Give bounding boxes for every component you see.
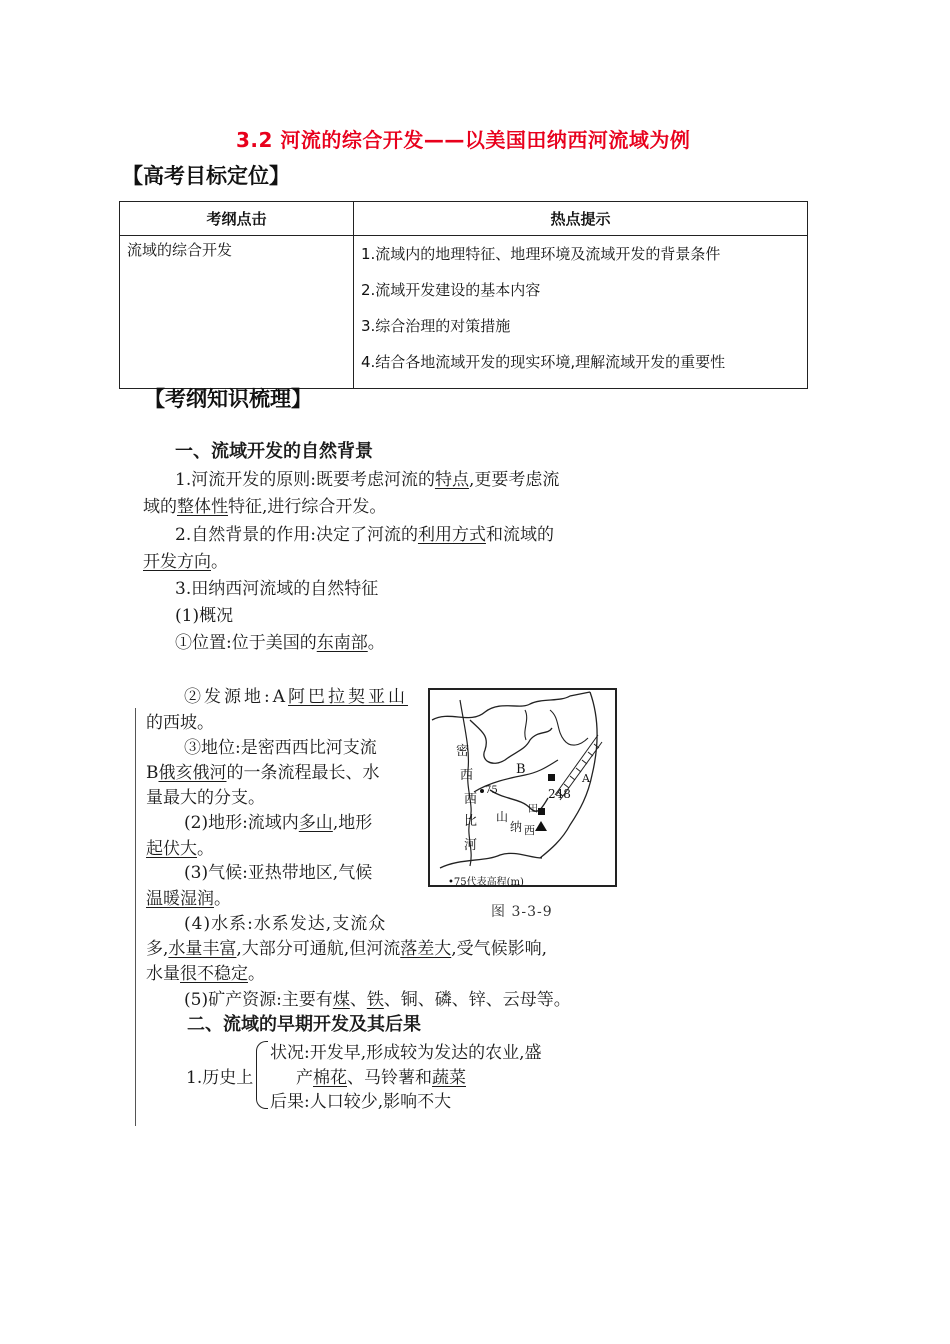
underlined-answer: 铁 <box>366 990 384 1010</box>
text-span: 域的 <box>143 497 177 517</box>
brace-bracket <box>256 1041 268 1109</box>
text-span: 。 <box>367 633 385 653</box>
column-header: 热点提示 <box>354 202 808 236</box>
margin-line <box>135 708 136 1126</box>
text-span: ,大部分可通航,但河流 <box>236 939 401 959</box>
text-span: 。 <box>214 889 231 909</box>
text-line: (3)气候:亚热带地区,气候 <box>184 863 373 883</box>
underlined-answer: 东南部 <box>316 633 368 653</box>
map-label-elevation: 75 <box>485 785 498 796</box>
text-span: 。 <box>248 964 265 984</box>
underlined-answer: 很不稳定 <box>180 964 248 984</box>
list-item: 1.流域内的地理特征、地理环境及流域开发的背景条件 <box>361 245 721 263</box>
map-legend: •75代表高程(m) <box>448 877 524 888</box>
text-line: 的西坡。 <box>146 713 214 733</box>
table-cell-hot-points <box>354 236 808 389</box>
text-line: 状况:开发早,形成较为发达的农业,盛 <box>270 1043 542 1063</box>
section-heading-knowledge: 【考纲知识梳理】 <box>144 387 312 411</box>
text-line <box>146 758 380 783</box>
map-label: 纳 <box>510 820 523 834</box>
table-header-row <box>120 202 808 236</box>
map-label: 西 <box>460 768 474 783</box>
underlined-answer: 特点 <box>434 470 469 490</box>
map-label-elevation: 248 <box>548 787 571 801</box>
text-span: ,受气候影响, <box>451 939 548 959</box>
text-line: (1)概况 <box>175 606 234 626</box>
goals-table <box>119 201 808 389</box>
tennessee-river-map <box>428 688 617 887</box>
history-label: 1.历史上 <box>186 1068 254 1088</box>
text-span: 水量 <box>146 964 180 984</box>
text-span: 2.自然背景的作用:决定了河流的 <box>175 525 418 545</box>
list-item: 2.流域开发建设的基本内容 <box>361 281 541 299</box>
text-line <box>146 959 265 984</box>
page-title: 3.2 河流的综合开发——以美国田纳西河流域为例 <box>236 128 691 152</box>
text-span: 的一条流程最长、水 <box>226 763 380 783</box>
text-span: 特征,进行综合开发。 <box>228 497 387 517</box>
map-label: 比 <box>464 814 478 829</box>
text-span: 1.河流开发的原则:既要考虑河流的 <box>175 470 435 490</box>
text-line <box>143 547 228 572</box>
text-line <box>296 1063 466 1088</box>
map-label-a: A <box>582 772 590 785</box>
underlined-answer: 落差大 <box>400 939 452 959</box>
map-label: 山 <box>496 810 509 824</box>
text-span: 、马铃薯和 <box>347 1068 432 1088</box>
text-line <box>175 465 559 490</box>
map-drawing <box>430 690 615 885</box>
underlined-answer: 利用方式 <box>417 525 486 545</box>
underlined-answer: 煤 <box>332 990 350 1010</box>
text-line <box>184 808 372 833</box>
text-span: (5)矿产资源:主要有 <box>184 990 333 1010</box>
underlined-answer: 开发方向 <box>143 552 211 572</box>
text-span: ,更要考虑流 <box>468 470 560 490</box>
text-line <box>146 834 214 859</box>
text-line <box>146 934 547 959</box>
underlined-answer: 整体性 <box>177 497 228 517</box>
underlined-answer: 起伏大 <box>146 839 197 859</box>
map-label: 田 <box>528 804 538 815</box>
text-line: 后果:人口较少,影响不大 <box>270 1092 452 1112</box>
figure-caption: 图 3-3-9 <box>491 904 553 920</box>
table-cell-topic: 流域的综合开发 <box>120 236 354 389</box>
text-span: 和流域的 <box>485 525 554 545</box>
map-label: 西 <box>524 824 535 837</box>
text-span: ①位置:位于美国的 <box>175 633 317 653</box>
map-label: 河 <box>464 838 478 853</box>
underlined-answer: 多山 <box>298 813 333 833</box>
text-span: 、 <box>349 990 367 1010</box>
map-label-b: B <box>516 762 526 777</box>
column-header: 考纲点击 <box>120 202 354 236</box>
map-label: 西 <box>464 792 478 807</box>
underlined-answer: 蔬菜 <box>432 1068 466 1088</box>
section-heading-goals: 【高考目标定位】 <box>122 164 290 188</box>
underlined-answer: 棉花 <box>313 1068 347 1088</box>
text-line <box>175 520 554 545</box>
text-span: 、铜、磷、锌、云母等。 <box>383 990 571 1010</box>
underlined-answer: 阿巴拉契亚山 <box>288 687 409 707</box>
text-span: 产 <box>296 1068 313 1088</box>
map-label: 密 <box>456 744 470 759</box>
text-line <box>175 628 385 653</box>
list-item: 4.结合各地流域开发的现实环境,理解流域开发的重要性 <box>361 353 726 371</box>
text-span: 多, <box>146 939 169 959</box>
content-heading: 一、流域开发的自然背景 <box>175 441 373 462</box>
text-span: 。 <box>211 552 228 572</box>
text-span: B <box>146 763 159 783</box>
text-line <box>146 884 231 909</box>
text-line <box>184 682 408 707</box>
table-row <box>120 236 808 389</box>
underlined-answer: 俄亥俄河 <box>158 763 227 783</box>
text-span: 。 <box>197 839 214 859</box>
text-line: ③地位:是密西西比河支流 <box>184 738 377 758</box>
content-heading: 二、流域的早期开发及其后果 <box>187 1014 421 1035</box>
underlined-answer: 温暖湿润 <box>146 889 214 909</box>
text-line: 量最大的分支。 <box>146 788 265 808</box>
text-span: ②发源地:A <box>184 687 289 707</box>
text-line <box>184 985 571 1010</box>
text-line <box>143 492 386 517</box>
text-line: (4)水系:水系发达,支流众 <box>184 914 387 934</box>
text-line: 3.田纳西河流域的自然特征 <box>175 579 379 599</box>
list-item: 3.综合治理的对策措施 <box>361 317 511 335</box>
text-span: (2)地形:流域内 <box>184 813 299 833</box>
underlined-answer: 水量丰富 <box>168 939 237 959</box>
text-span: ,地形 <box>332 813 373 833</box>
